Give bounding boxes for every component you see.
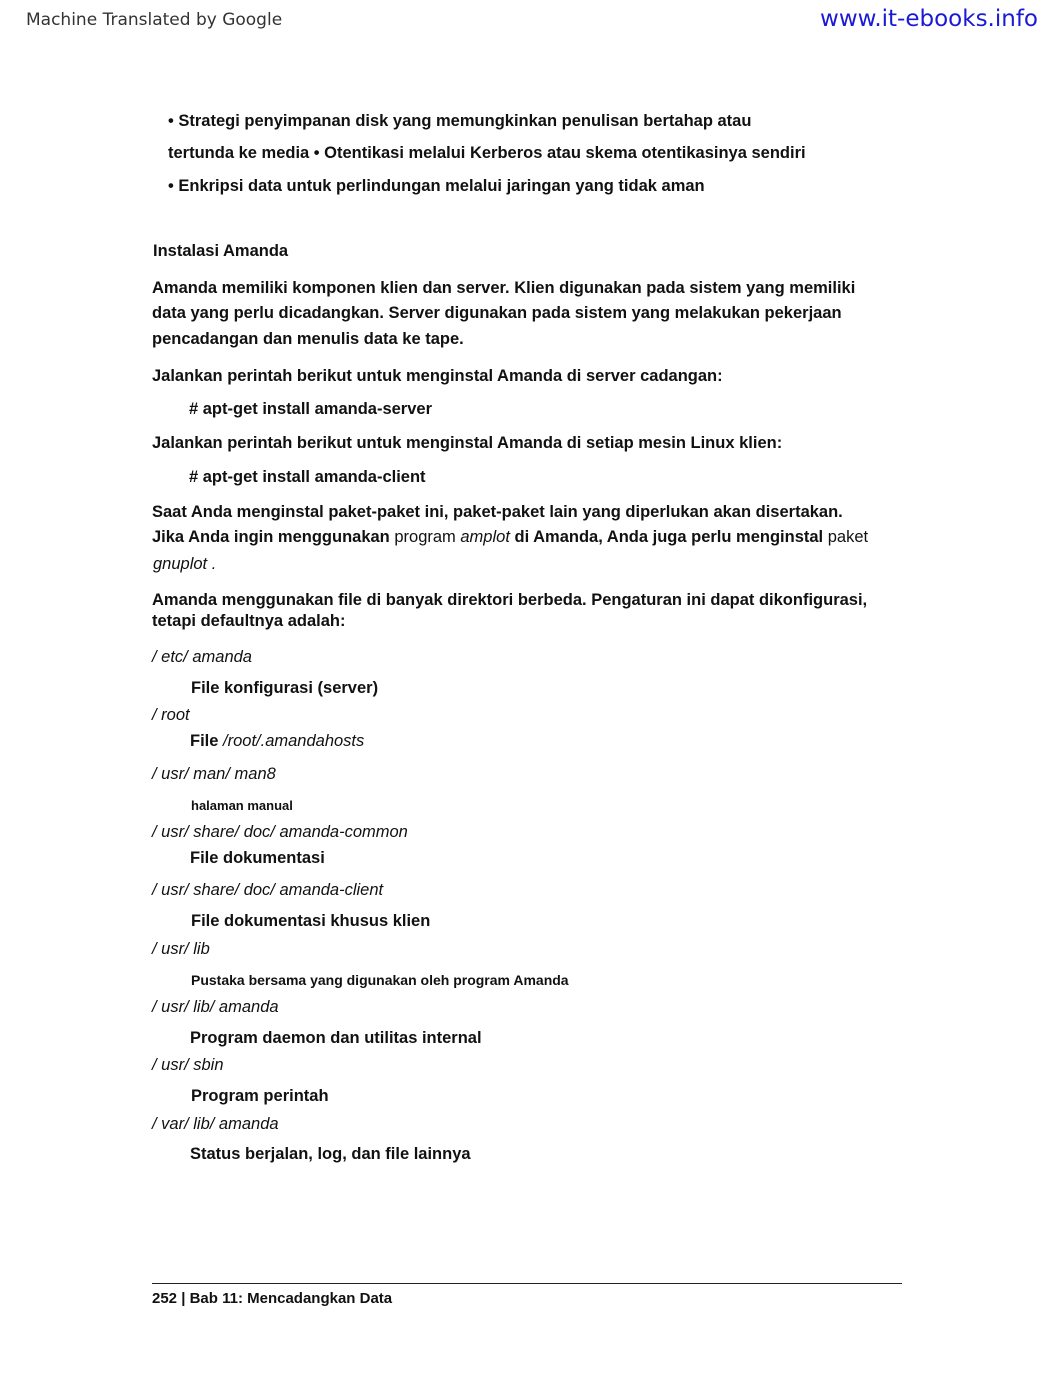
- dir-desc-usr-sbin: Program perintah: [191, 1087, 329, 1105]
- dir-path-amanda-common: / usr/ share/ doc/ amanda-common: [152, 823, 408, 841]
- gnuplot-name: gnuplot .: [153, 555, 217, 573]
- intro-line-3: pencadangan dan menulis data ke tape.: [152, 330, 464, 348]
- site-link[interactable]: www.it-ebooks.info: [820, 6, 1038, 32]
- intro-line-2: data yang perlu dicadangkan. Server digunakan pada sistem yang melakukan pekerjaan: [152, 304, 842, 322]
- bullet-line-3: • Enkripsi data untuk perlindungan melalui jaringan yang tidak aman: [168, 177, 705, 195]
- dir-path-var-lib-amanda: / var/ lib/ amanda: [152, 1115, 279, 1133]
- dir-path-etc-amanda: / etc/ amanda: [152, 648, 252, 666]
- dir-path-amanda-client: / usr/ share/ doc/ amanda-client: [152, 881, 384, 899]
- dir-desc-usr-lib: Pustaka bersama yang digunakan oleh program Amanda: [191, 972, 569, 988]
- dir-path-root: / root: [152, 706, 190, 724]
- amplot-line: [152, 528, 868, 547]
- page-number: 252: [152, 1290, 178, 1307]
- dir-path-man8: / usr/ man/ man8: [152, 765, 276, 783]
- bullet-line-1: • Strategi penyimpanan disk yang memungkinkan penulisan bertahap atau: [168, 112, 752, 130]
- dir-path-usr-lib-amanda: / usr/ lib/ amanda: [152, 998, 279, 1016]
- amplot-part-d: di Amanda, Anda juga perlu menginstal: [509, 528, 824, 546]
- client-instruction: Jalankan perintah berikut untuk menginstal Amanda di setiap mesin Linux klien:: [152, 434, 783, 452]
- footer-separator: |: [181, 1290, 186, 1307]
- section-heading: Instalasi Amanda: [153, 242, 289, 260]
- dirs-intro-line-2: tetapi defaultnya adalah:: [152, 612, 346, 630]
- dir-desc-usr-lib-amanda: Program daemon dan utilitas internal: [190, 1029, 482, 1047]
- amplot-part-b: program: [389, 528, 461, 546]
- client-command: # apt-get install amanda-client: [189, 468, 426, 486]
- dir-path-usr-lib: / usr/ lib: [152, 940, 210, 958]
- dir-path-usr-sbin: / usr/ sbin: [152, 1056, 224, 1074]
- dir-desc-root-prefix: File: [190, 732, 224, 750]
- dir-desc-amanda-client: File dokumentasi khusus klien: [191, 912, 431, 930]
- server-command: # apt-get install amanda-server: [189, 400, 433, 418]
- intro-line-1: Amanda memiliki komponen klien dan server. Klien digunakan pada sistem yang memiliki: [152, 279, 856, 297]
- dir-desc-man8: halaman manual: [191, 798, 293, 813]
- bullet-line-2: tertunda ke media • Otentikasi melalui Kerberos atau skema otentikasinya sendiri: [168, 144, 806, 162]
- amplot-part-a: Jika Anda ingin menggunakan: [152, 528, 390, 546]
- amplot-name: amplot: [460, 528, 510, 546]
- dir-desc-etc-amanda: File konfigurasi (server): [191, 679, 379, 697]
- dir-desc-root: [190, 732, 364, 751]
- dir-desc-var-lib-amanda: Status berjalan, log, dan file lainnya: [190, 1145, 471, 1163]
- packages-line: Saat Anda menginstal paket-paket ini, paket-paket lain yang diperlukan akan disertakan.: [152, 503, 843, 521]
- chapter-title: Bab 11: Mencadangkan Data: [189, 1290, 393, 1307]
- amplot-part-e: paket: [823, 528, 869, 546]
- dir-desc-root-path: /root/.amandahosts: [223, 732, 365, 750]
- dirs-intro-line-1: Amanda menggunakan file di banyak direktori berbeda. Pengaturan ini dapat dikonfigurasi,: [152, 591, 868, 609]
- page-footer: [152, 1290, 392, 1307]
- dir-desc-amanda-common: File dokumentasi: [190, 849, 325, 867]
- footer-divider: [152, 1283, 902, 1284]
- machine-translated-label: Machine Translated by Google: [26, 10, 283, 30]
- server-instruction: Jalankan perintah berikut untuk menginstal Amanda di server cadangan:: [152, 367, 723, 385]
